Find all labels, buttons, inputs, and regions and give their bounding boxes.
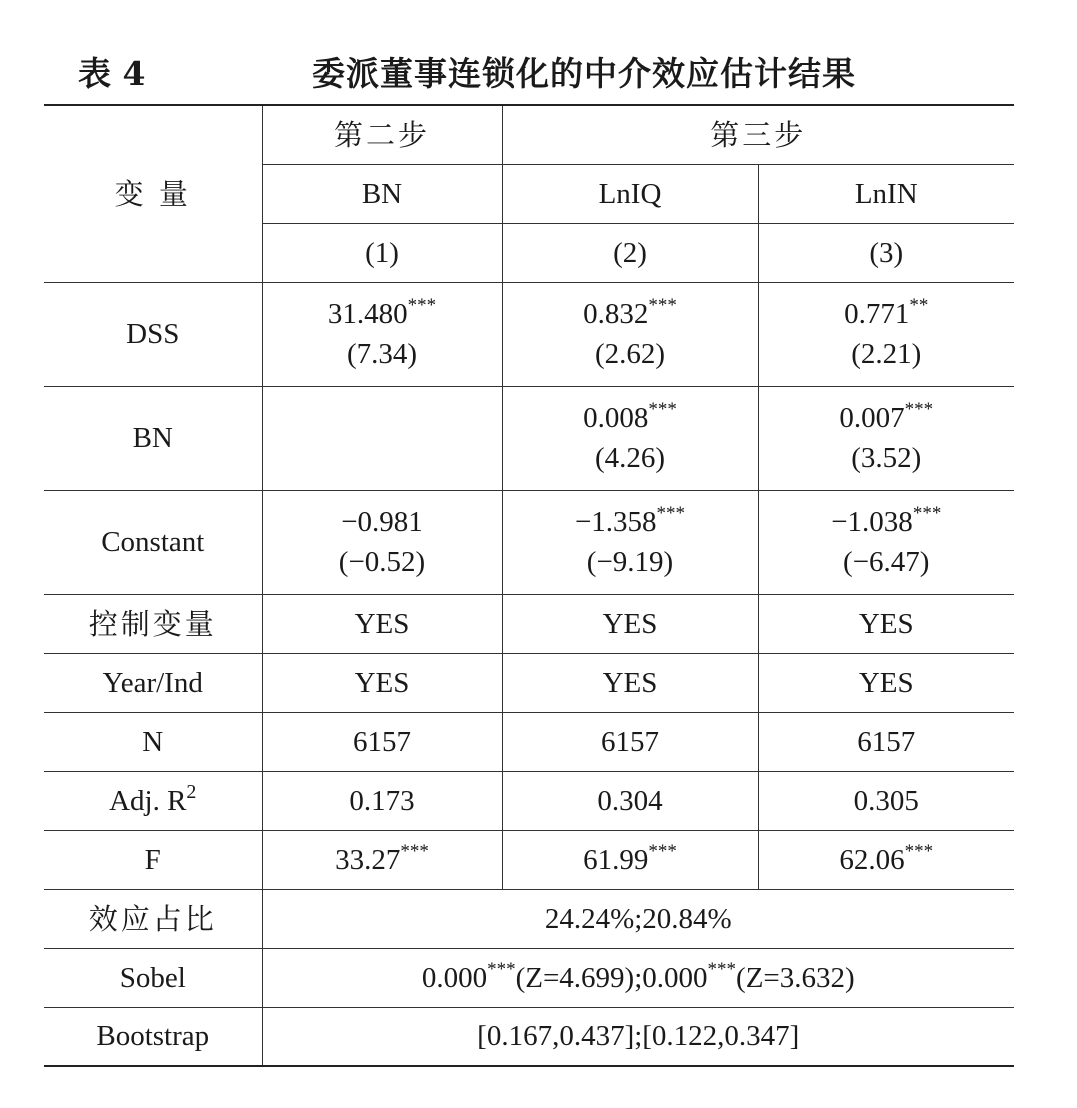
significance-stars: ***	[407, 295, 437, 316]
t-stat: (2.21)	[851, 338, 922, 370]
f-value: 33.27	[335, 843, 401, 876]
significance-stars: ***	[648, 840, 677, 862]
header-row-steps	[44, 105, 1014, 164]
table-row-sobel	[44, 948, 1014, 1007]
significance-stars: ***	[656, 503, 686, 524]
t-stat: (−0.52)	[338, 546, 426, 578]
header-step3: 第三步	[502, 105, 1014, 164]
row-label-constant: Constant	[44, 490, 262, 594]
t-stat: (3.52)	[851, 442, 922, 474]
significance-stars: **	[909, 295, 929, 316]
cell-controls-3: YES	[758, 594, 1014, 653]
significance-stars: ***	[648, 399, 677, 420]
table-row-year-ind	[44, 653, 1014, 712]
table-row-f	[44, 830, 1014, 889]
table-title: 委派董事连锁化的中介效应估计结果	[312, 54, 856, 93]
t-stat: (7.34)	[346, 338, 418, 370]
t-stat: (−9.19)	[586, 546, 674, 578]
row-label-year-ind: Year/Ind	[44, 653, 262, 712]
coef: 0.007	[839, 402, 905, 434]
cell-year-ind-1: YES	[262, 653, 502, 712]
cell-constant-2	[502, 490, 758, 594]
cell-f-1	[262, 830, 502, 889]
cell-year-ind-2: YES	[502, 653, 758, 712]
f-value: 61.99	[583, 843, 649, 876]
header-variable: 变 量	[44, 105, 262, 282]
significance-stars: ***	[904, 399, 934, 420]
cell-effect-share: 24.24%;20.84%	[262, 889, 1014, 948]
t-stat: (2.62)	[594, 338, 666, 370]
sobel-z1: (Z=4.699);	[515, 961, 643, 994]
header-colnum-1: (1)	[262, 223, 502, 282]
cell-sobel	[262, 948, 1014, 1007]
cell-controls-1: YES	[262, 594, 502, 653]
coef: −0.981	[341, 506, 423, 538]
coef: 0.832	[583, 298, 649, 330]
cell-bn-3	[758, 386, 1014, 490]
row-label-dss: DSS	[44, 282, 262, 386]
header-step2: 第二步	[262, 105, 502, 164]
cell-f-3	[758, 830, 1014, 889]
cell-adj-r2-3: 0.305	[758, 771, 1014, 830]
cell-bootstrap: [0.167,0.437];[0.122,0.347]	[262, 1007, 1014, 1066]
significance-stars: ***	[400, 840, 429, 862]
cell-bn-1	[262, 386, 502, 490]
cell-dss-3	[758, 282, 1014, 386]
cell-dss-2	[502, 282, 758, 386]
coef: −1.038	[831, 506, 913, 538]
header-colnum-3: (3)	[758, 223, 1014, 282]
header-depvar-1: BN	[262, 164, 502, 223]
table-row-effect-share	[44, 889, 1014, 948]
table-row-n	[44, 712, 1014, 771]
t-stat: (−6.47)	[843, 546, 930, 578]
cell-n-2: 6157	[502, 712, 758, 771]
row-label-f: F	[44, 830, 262, 889]
significance-stars: ***	[487, 958, 516, 980]
cell-year-ind-3: YES	[758, 653, 1014, 712]
cell-controls-2: YES	[502, 594, 758, 653]
header-colnum-2: (2)	[502, 223, 758, 282]
sobel-p2: 0.000	[642, 961, 708, 994]
sobel-p1: 0.000	[421, 961, 488, 994]
f-value: 62.06	[839, 843, 905, 876]
cell-bn-2	[502, 386, 758, 490]
t-stat: (4.26)	[594, 442, 666, 474]
coef: −1.358	[574, 506, 657, 538]
significance-stars: ***	[707, 958, 737, 980]
cell-f-2	[502, 830, 758, 889]
sobel-z2: (Z=3.632)	[736, 961, 855, 994]
row-label-adj-r2	[44, 771, 262, 830]
coef: 0.771	[844, 298, 910, 330]
cell-adj-r2-1: 0.173	[262, 771, 502, 830]
table-number: 表 4	[78, 54, 146, 93]
significance-stars: ***	[648, 295, 677, 316]
cell-constant-3	[758, 490, 1014, 594]
coef: 31.480	[327, 298, 408, 330]
row-label-n: N	[44, 712, 262, 771]
table-row-bootstrap	[44, 1007, 1014, 1066]
table-row-constant	[44, 490, 1014, 594]
table-caption	[44, 48, 1014, 98]
adj-r2-label: Adj. R	[109, 784, 187, 817]
cell-dss-1	[262, 282, 502, 386]
header-depvar-3: LnIN	[758, 164, 1014, 223]
coef: 0.008	[583, 402, 649, 434]
table-row-bn	[44, 386, 1014, 490]
adj-r2-superscript: 2	[186, 780, 197, 803]
significance-stars: ***	[912, 503, 942, 524]
header-depvar-2: LnIQ	[502, 164, 758, 223]
row-label-effect-share: 效应占比	[44, 889, 262, 948]
mediation-results-table	[44, 104, 1014, 1067]
row-label-bootstrap: Bootstrap	[44, 1007, 262, 1066]
row-label-bn: BN	[44, 386, 262, 490]
table-row-dss	[44, 282, 1014, 386]
cell-n-1: 6157	[262, 712, 502, 771]
row-label-controls: 控制变量	[44, 594, 262, 653]
cell-adj-r2-2: 0.304	[502, 771, 758, 830]
cell-n-3: 6157	[758, 712, 1014, 771]
table-row-adj-r2	[44, 771, 1014, 830]
significance-stars: ***	[904, 840, 934, 862]
table-row-controls	[44, 594, 1014, 653]
row-label-sobel: Sobel	[44, 948, 262, 1007]
cell-constant-1	[262, 490, 502, 594]
